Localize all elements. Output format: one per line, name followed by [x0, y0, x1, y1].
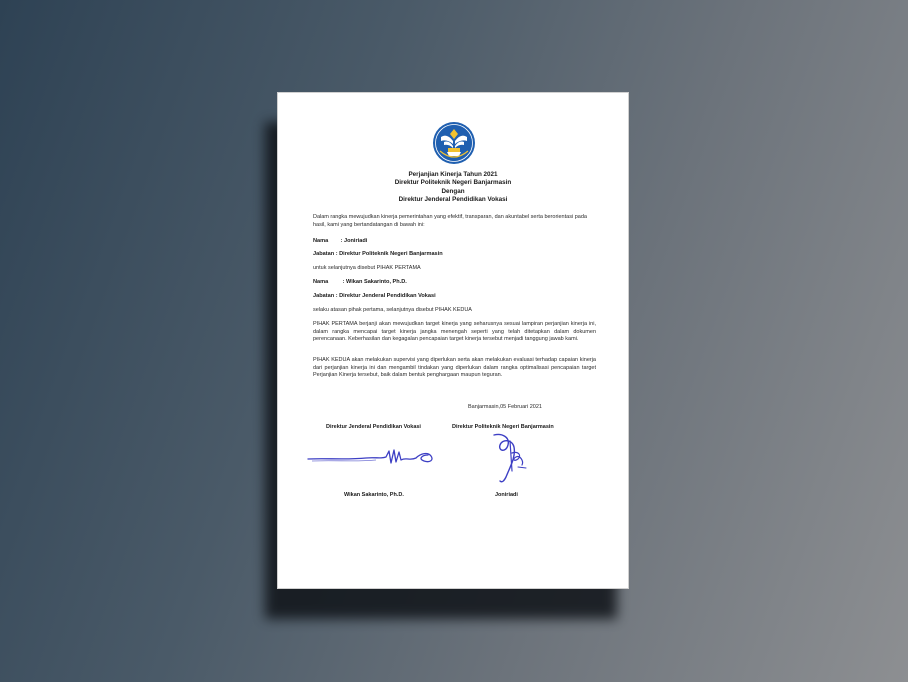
title-line: Direktur Politeknik Negeri Banjarmasin [394, 179, 512, 187]
party1-name-field [313, 238, 367, 244]
field-value: : Wikan Sakarinto, Ph.D. [342, 279, 407, 285]
party2-name-field [313, 279, 407, 285]
right-signature [488, 431, 530, 485]
document-page [277, 92, 629, 589]
left-signatory-name: Wikan Sakarinto, Ph.D. [344, 492, 404, 498]
field-label: Jabatan [313, 293, 335, 299]
intro-paragraph: Dalam rangka mewujudkan kinerja pemerintahan yang efektif, transparan, dan akuntabel serta berorientasi pada hasil, kami yang bertandatangan di bawah ini: [313, 214, 587, 228]
party1-designation: untuk selanjutnya disebut PIHAK PERTAMA [313, 265, 421, 271]
field-value: : Direktur Jenderal Pendidikan Vokasi [335, 293, 436, 299]
left-signature [306, 445, 442, 469]
party2-designation: selaku atasan pihak pertama, selanjutnya disebut PIHAK KEDUA [313, 307, 472, 313]
field-label: Nama [313, 238, 329, 244]
title-line: Direktur Jenderal Pendidikan Vokasi [398, 196, 508, 204]
field-value: : Joniriadi [340, 238, 368, 244]
document-title [278, 171, 628, 205]
title-line: Perjanjian Kinerja Tahun 2021 [408, 171, 498, 178]
right-signatory-title: Direktur Politeknik Negeri Banjarmasin [452, 424, 554, 430]
party2-position-field [313, 293, 436, 299]
supervision-paragraph: PIHAK KEDUA akan melakukan supervisi yang diperlukan serta akan melakukan evaluasi terhadap capaian kinerja dari perjanjian kinerja ini dan mengambil tindakan yang diperlukan dalam rangka optimalisasi pencapaian target Perjanjian Kinerja tersebut, baik dalam bentuk penghargaan maupun teguran. [313, 357, 596, 379]
place-date: Banjarmasin,05 Februari 2021 [468, 404, 542, 410]
right-signatory-name: Joniriadi [495, 492, 518, 498]
title-line: Dengan [441, 187, 465, 195]
commitment-paragraph: PIHAK PERTAMA berjanji akan mewujudkan target kinerja yang seharusnya sesuai lampiran perjanjian kinerja ini, dalam rangka mencapai target kinerja jangka menengah seperti yang telah ditetapkan dalam dokumen perencanaan. Keberhasilan dan kegagalan pencapaian target kinerja tersebut menjadi tanggung jawab kami. [313, 321, 596, 343]
left-signatory-title: Direktur Jenderal Pendidikan Vokasi [326, 424, 421, 430]
field-label: Nama [313, 279, 329, 285]
tut-wuri-handayani-logo [432, 121, 476, 165]
party1-position-field [313, 251, 443, 257]
field-value: : Direktur Politeknik Negeri Banjarmasin [335, 251, 443, 257]
field-label: Jabatan [313, 251, 335, 257]
